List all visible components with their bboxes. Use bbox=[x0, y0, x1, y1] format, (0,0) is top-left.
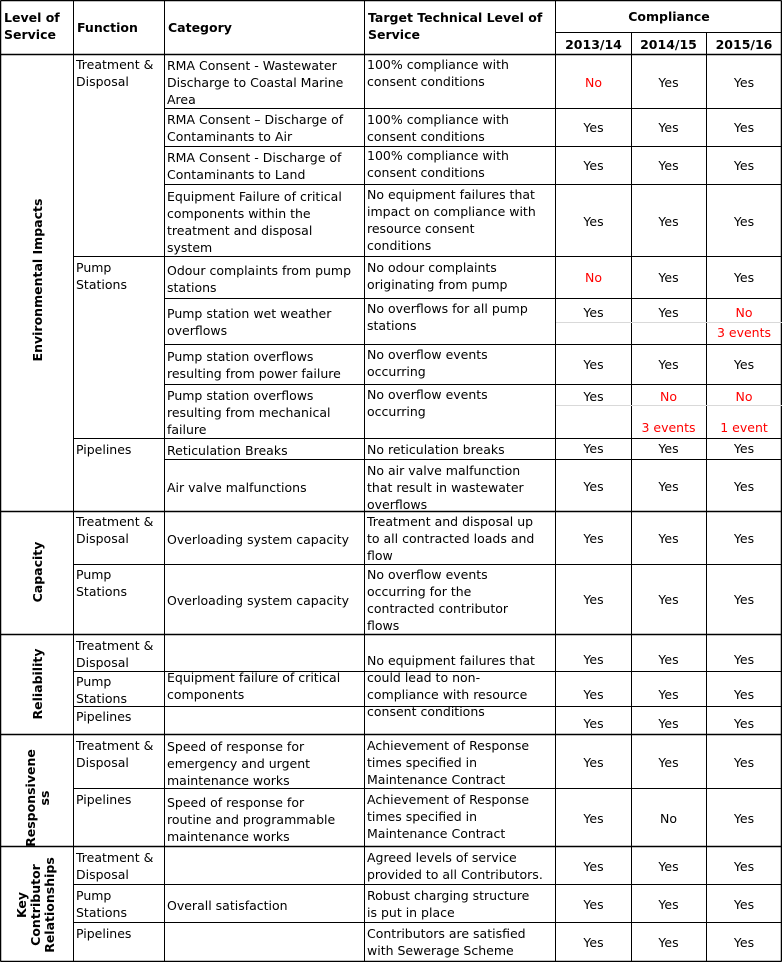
cell-r20-2013: Yes bbox=[583, 935, 604, 950]
cell-r10-2013: Yes bbox=[583, 479, 604, 494]
cell-r4-2014: Yes bbox=[658, 214, 679, 229]
function-treatment-rel-1: Treatment & bbox=[76, 638, 154, 653]
cell-r2-2015: Yes bbox=[733, 120, 755, 135]
category-row-8-l2: resulting from mechanical bbox=[167, 405, 331, 420]
category-row-5-l1: Odour complaints from pump bbox=[167, 263, 352, 278]
function-treatment-resp-2: Disposal bbox=[76, 755, 129, 770]
function-pump-cap-2: Stations bbox=[76, 584, 127, 599]
target-row-4-l2: impact on compliance with bbox=[367, 204, 536, 219]
category-row-8-l3: failure bbox=[167, 422, 207, 437]
cell-r4-2013: Yes bbox=[583, 214, 604, 229]
cell-r6-2015-note: 3 events bbox=[716, 325, 772, 340]
category-row-2-l1: RMA Consent – Discharge of bbox=[167, 112, 344, 127]
cell-r20-2014: Yes bbox=[658, 935, 679, 950]
target-row-9: No reticulation breaks bbox=[367, 442, 505, 457]
function-pipelines-rel: Pipelines bbox=[76, 709, 132, 724]
category-row-1-l2: Discharge to Coastal Marine bbox=[167, 75, 344, 90]
function-treatment-rel-2: Disposal bbox=[76, 655, 129, 670]
target-row-2-l1: 100% compliance with bbox=[367, 112, 509, 127]
category-row-16-l1: Speed of response for bbox=[167, 739, 305, 754]
header-target-line2: Service bbox=[368, 27, 420, 42]
cell-r14-2013: Yes bbox=[583, 687, 604, 702]
target-row-17-l3: Maintenance Contract bbox=[367, 826, 506, 841]
function-treatment-env-2: Disposal bbox=[76, 74, 129, 89]
target-row-4-l1: No equipment failures that bbox=[367, 187, 535, 202]
target-row-20-l2: with Sewerage Scheme bbox=[367, 943, 514, 958]
cell-r4-2015: Yes bbox=[733, 214, 755, 229]
cell-r15-2014: Yes bbox=[658, 716, 679, 731]
header-level-line1: Level of bbox=[4, 10, 60, 25]
function-pump-kcr-1: Pump bbox=[76, 888, 112, 903]
function-pipelines-env: Pipelines bbox=[76, 442, 132, 457]
cell-r8-2014-note: 3 events bbox=[641, 420, 696, 435]
header-target-line1: Target Technical Level of bbox=[368, 10, 543, 25]
header-function: Function bbox=[77, 20, 138, 35]
cell-r17-2013: Yes bbox=[583, 811, 604, 826]
target-row-3-l1: 100% compliance with bbox=[367, 148, 509, 163]
cell-r9-2015: Yes bbox=[733, 441, 755, 456]
cell-r19-2013: Yes bbox=[583, 897, 604, 912]
cell-r1-2015: Yes bbox=[733, 75, 755, 90]
category-row-4-l2: components within the bbox=[167, 206, 311, 221]
category-row-16-l3: maintenance works bbox=[167, 773, 290, 788]
header-category: Category bbox=[168, 20, 232, 35]
header-level-line2: Service bbox=[4, 27, 56, 42]
target-row-11-l1: Treatment and disposal up bbox=[367, 514, 534, 529]
target-row-5-l1: No odour complaints bbox=[367, 260, 497, 275]
cell-r13-2013: Yes bbox=[583, 652, 604, 667]
cell-r5-2015: Yes bbox=[733, 270, 755, 285]
category-row-17-l2: routine and programmable bbox=[167, 812, 336, 827]
target-row-19-l2: is put in place bbox=[367, 905, 455, 920]
header-year-3: 2015/16 bbox=[715, 37, 773, 52]
category-row-7-l1: Pump station overflows bbox=[167, 349, 314, 364]
cell-r2-2014: Yes bbox=[658, 120, 679, 135]
group-environmental: Environmental Impacts bbox=[30, 198, 45, 362]
cell-r17-2014: No bbox=[660, 811, 677, 826]
target-row-12-l2: occurring for the bbox=[367, 584, 472, 599]
cell-r6-2014: Yes bbox=[658, 305, 679, 320]
target-row-7-l1: No overflow events bbox=[367, 347, 488, 362]
cell-r11-2013: Yes bbox=[583, 531, 604, 546]
cell-r6-2015: No bbox=[735, 305, 753, 320]
cell-r7-2014: Yes bbox=[658, 357, 679, 372]
cell-r3-2014: Yes bbox=[658, 158, 679, 173]
cell-r8-2013: Yes bbox=[583, 389, 604, 404]
cell-r16-2013: Yes bbox=[583, 755, 604, 770]
target-row-13-l2: could lead to non- bbox=[367, 670, 481, 685]
header-year-1: 2013/14 bbox=[565, 37, 622, 52]
category-row-4-l3: treatment and disposal bbox=[167, 223, 313, 238]
cell-r5-2013: No bbox=[585, 270, 602, 285]
group-contributor: Key Contributor Relationships bbox=[14, 857, 57, 953]
target-row-16-l1: Achievement of Response bbox=[367, 738, 530, 753]
category-row-11: Overloading system capacity bbox=[167, 532, 350, 547]
function-treatment-kcr-2: Disposal bbox=[76, 867, 129, 882]
target-row-10-l1: No air valve malfunction bbox=[367, 463, 521, 478]
target-row-16-l3: Maintenance Contract bbox=[367, 772, 506, 787]
cell-r13-2014: Yes bbox=[658, 652, 679, 667]
function-treatment-resp-1: Treatment & bbox=[76, 738, 154, 753]
target-row-3-l2: consent conditions bbox=[367, 165, 485, 180]
group-capacity: Capacity bbox=[30, 541, 45, 603]
group-responsiveness: Responsivene ss bbox=[23, 749, 52, 847]
target-row-13-l4: consent conditions bbox=[367, 704, 485, 719]
category-row-4-l1: Equipment Failure of critical bbox=[167, 189, 342, 204]
category-row-3-l2: Contaminants to Land bbox=[167, 167, 306, 182]
target-row-4-l3: resource consent bbox=[367, 221, 475, 236]
cell-r12-2013: Yes bbox=[583, 592, 604, 607]
cell-r16-2014: Yes bbox=[658, 755, 679, 770]
cell-r12-2015: Yes bbox=[733, 592, 755, 607]
category-row-5-l2: stations bbox=[167, 280, 217, 295]
category-row-12: Overloading system capacity bbox=[167, 593, 350, 608]
function-pipelines-kcr: Pipelines bbox=[76, 926, 132, 941]
cell-r8-2014: No bbox=[660, 389, 677, 404]
cell-r1-2014: Yes bbox=[658, 75, 679, 90]
function-treatment-kcr-1: Treatment & bbox=[76, 850, 154, 865]
function-treatment-cap-1: Treatment & bbox=[76, 514, 154, 529]
target-row-18-l2: provided to all Contributors. bbox=[367, 867, 543, 882]
cell-r13-2015: Yes bbox=[733, 652, 755, 667]
category-row-3-l1: RMA Consent - Discharge of bbox=[167, 150, 342, 165]
category-row-6-l2: overflows bbox=[167, 323, 228, 338]
cell-r7-2013: Yes bbox=[583, 357, 604, 372]
category-row-9: Reticulation Breaks bbox=[167, 443, 288, 458]
target-row-4-l4: conditions bbox=[367, 238, 432, 253]
cell-r18-2013: Yes bbox=[583, 859, 604, 874]
category-row-17-l1: Speed of response for bbox=[167, 795, 305, 810]
target-row-12-l4: flows bbox=[367, 618, 400, 633]
category-row-10: Air valve malfunctions bbox=[167, 480, 307, 495]
target-row-1-l1: 100% compliance with bbox=[367, 57, 509, 72]
target-row-11-l3: flow bbox=[367, 548, 393, 563]
target-row-18-l1: Agreed levels of service bbox=[367, 850, 517, 865]
cell-r18-2015: Yes bbox=[733, 859, 755, 874]
cell-r8-2015: No bbox=[735, 389, 753, 404]
cell-r5-2014: Yes bbox=[658, 270, 679, 285]
target-row-12-l1: No overflow events bbox=[367, 567, 488, 582]
cell-r15-2015: Yes bbox=[733, 716, 755, 731]
target-row-17-l1: Achievement of Response bbox=[367, 792, 530, 807]
header-compliance: Compliance bbox=[628, 9, 710, 24]
cell-r17-2015: Yes bbox=[733, 811, 755, 826]
target-row-13-l3: compliance with resource bbox=[367, 687, 528, 702]
target-row-17-l2: times specified in bbox=[367, 809, 478, 824]
cell-r1-2013: No bbox=[585, 75, 602, 90]
target-row-10-l3: overflows bbox=[367, 497, 428, 512]
cell-r9-2014: Yes bbox=[658, 441, 679, 456]
target-row-6-l1: No overflows for all pump bbox=[367, 301, 528, 316]
function-pump-rel-1: Pump bbox=[76, 674, 112, 689]
cell-r2-2013: Yes bbox=[583, 120, 604, 135]
target-row-1-l2: consent conditions bbox=[367, 74, 485, 89]
header-year-2: 2014/15 bbox=[640, 37, 697, 52]
category-row-13-l2: components bbox=[167, 687, 245, 702]
function-pipelines-resp: Pipelines bbox=[76, 792, 132, 807]
function-pump-kcr-2: Stations bbox=[76, 905, 127, 920]
target-row-20-l1: Contributors are satisfied bbox=[367, 926, 526, 941]
function-pump-cap-1: Pump bbox=[76, 567, 112, 582]
target-row-6-l2: stations bbox=[367, 318, 417, 333]
target-row-16-l2: times specified in bbox=[367, 755, 478, 770]
function-treatment-cap-2: Disposal bbox=[76, 531, 129, 546]
cell-r7-2015: Yes bbox=[733, 357, 755, 372]
category-row-2-l2: Contaminants to Air bbox=[167, 129, 293, 144]
category-row-1-l3: Area bbox=[167, 92, 196, 107]
category-row-4-l4: system bbox=[167, 240, 213, 255]
category-row-7-l2: resulting from power failure bbox=[167, 366, 341, 381]
category-row-1-l1: RMA Consent - Wastewater bbox=[167, 58, 337, 73]
cell-r12-2014: Yes bbox=[658, 592, 679, 607]
cell-r20-2015: Yes bbox=[733, 935, 755, 950]
category-row-18: Overall satisfaction bbox=[167, 898, 288, 913]
cell-r3-2013: Yes bbox=[583, 158, 604, 173]
target-row-13-l1: No equipment failures that bbox=[367, 653, 535, 668]
cell-r10-2014: Yes bbox=[658, 479, 679, 494]
cell-r6-2013: Yes bbox=[583, 305, 604, 320]
cell-r18-2014: Yes bbox=[658, 859, 679, 874]
cell-r9-2013: Yes bbox=[583, 441, 604, 456]
function-pump-env-1: Pump bbox=[76, 260, 112, 275]
cell-r16-2015: Yes bbox=[733, 755, 755, 770]
group-reliability: Reliability bbox=[30, 648, 45, 720]
target-row-8-l1: No overflow events bbox=[367, 387, 488, 402]
cell-r15-2013: Yes bbox=[583, 716, 604, 731]
target-row-8-l2: occurring bbox=[367, 404, 426, 419]
target-row-2-l2: consent conditions bbox=[367, 129, 485, 144]
category-row-16-l2: emergency and urgent bbox=[167, 756, 311, 771]
function-pump-env-2: Stations bbox=[76, 277, 127, 292]
target-row-19-l1: Robust charging structure bbox=[367, 888, 530, 903]
target-row-11-l2: to all contracted loads and bbox=[367, 531, 535, 546]
category-row-13-l1: Equipment failure of critical bbox=[167, 670, 341, 685]
target-row-5-l2: originating from pump bbox=[367, 277, 508, 292]
target-row-12-l3: contracted contributor bbox=[367, 601, 509, 616]
cell-r14-2014: Yes bbox=[658, 687, 679, 702]
cell-r19-2014: Yes bbox=[658, 897, 679, 912]
category-row-8-l1: Pump station overflows bbox=[167, 388, 314, 403]
cell-r8-2015-note: 1 event bbox=[720, 420, 768, 435]
cell-r14-2015: Yes bbox=[733, 687, 755, 702]
category-row-6-l1: Pump station wet weather bbox=[167, 306, 332, 321]
cell-r10-2015: Yes bbox=[733, 479, 755, 494]
function-pump-rel-2: Stations bbox=[76, 691, 127, 706]
target-row-10-l2: that result in wastewater bbox=[367, 480, 524, 495]
function-treatment-env-1: Treatment & bbox=[76, 57, 154, 72]
cell-r11-2015: Yes bbox=[733, 531, 755, 546]
cell-r3-2015: Yes bbox=[733, 158, 755, 173]
cell-r19-2015: Yes bbox=[733, 897, 755, 912]
category-row-17-l3: maintenance works bbox=[167, 829, 290, 844]
cell-r11-2014: Yes bbox=[658, 531, 679, 546]
target-row-7-l2: occurring bbox=[367, 364, 426, 379]
